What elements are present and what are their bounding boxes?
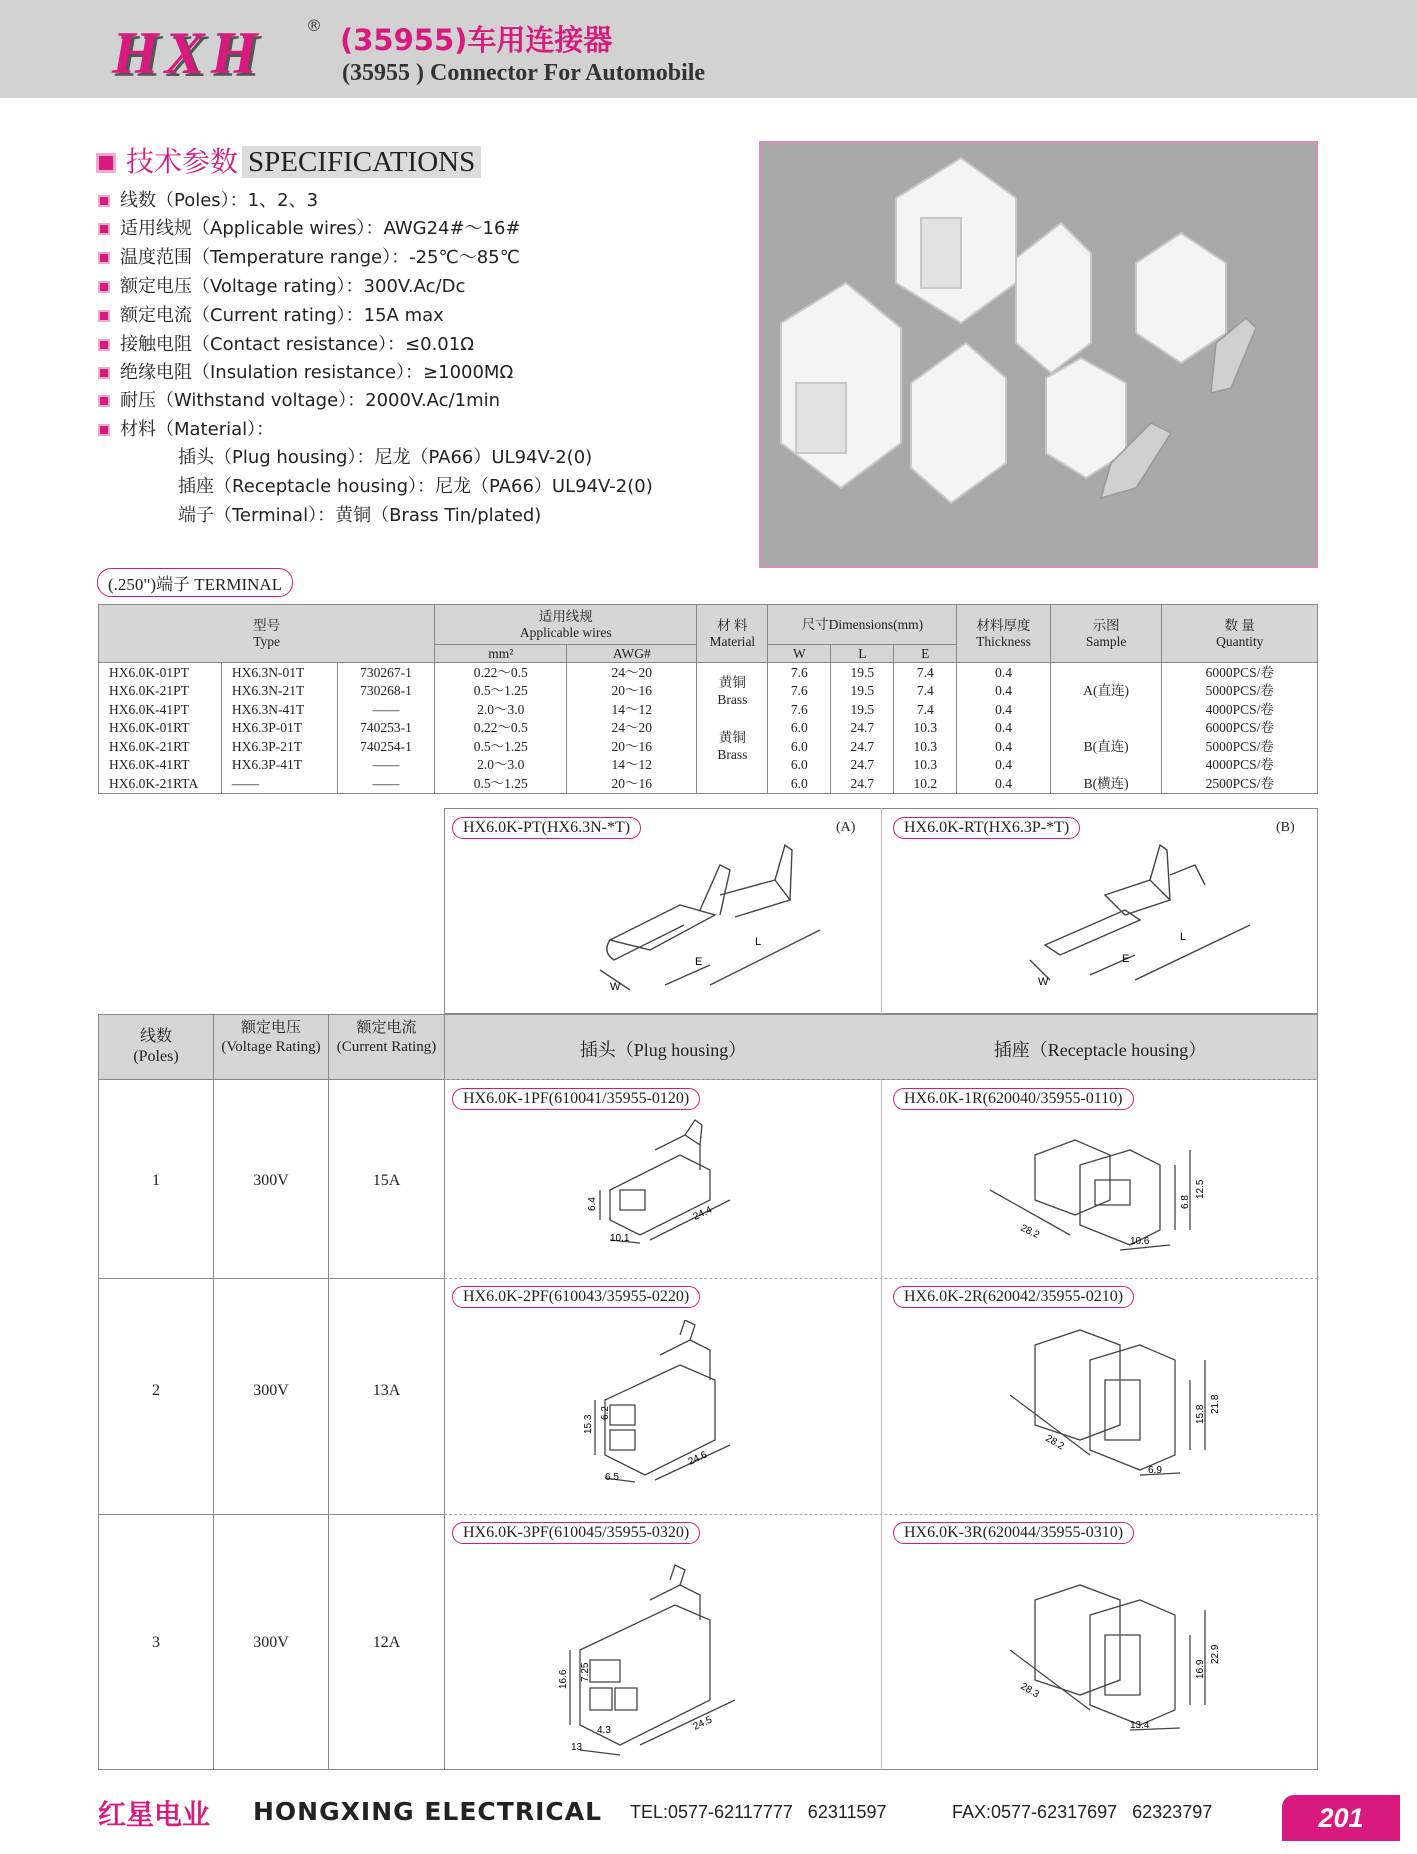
dim-label: 22.9: [1210, 1644, 1221, 1664]
terminal-b-label: HX6.0K-RT(HX6.3P-*T): [893, 817, 1080, 839]
receptacle-part-label: HX6.0K-3R(620044/35955-0310): [893, 1522, 1134, 1544]
dim-w: W: [1038, 976, 1049, 988]
bullet-icon: [98, 252, 110, 264]
table-row: HX6.0K-01PT HX6.3N-01T 730267-1 0.22～0.5 24～20 黄铜 Brass 7.6 19.5 7.4 0.4 A(直连) 6000PCS/卷: [99, 663, 1318, 682]
poles-value: 2: [152, 1382, 160, 1399]
table-row: HX6.0K-21RTA —— —— 0.5～1.25 20～16 6.0 24.7 10.2 0.4 B(横连) 2500PCS/卷: [99, 774, 1318, 793]
dim-label: 6.4: [587, 1197, 598, 1211]
plug-2p-drawing: [560, 1320, 760, 1495]
material-cell: 黄铜 Brass: [697, 663, 768, 719]
divider: [98, 1278, 444, 1279]
dim-label: 12.5: [1195, 1179, 1206, 1199]
plug-part-label: HX6.0K-1PF(610041/35955-0120): [452, 1088, 700, 1110]
telephone: TEL:0577-62117777 62311597: [630, 1802, 887, 1822]
material-item: 端子（Terminal）：黄铜（Brass Tin/plated): [178, 505, 542, 526]
th-wires: 适用线规 Applicable wires: [435, 605, 697, 645]
dim-e: E: [695, 956, 703, 968]
th-material: 材 料 Material: [697, 605, 768, 663]
receptacle-1r-drawing: [980, 1130, 1220, 1260]
terminal-a-drawing: [570, 835, 840, 1005]
sample-cell: B(横连): [1050, 774, 1162, 793]
th-mm: mm²: [435, 645, 567, 663]
dashed-divider: [444, 1079, 1318, 1080]
spec-item: 温度范围（Temperature range）：-25℃～85℃: [98, 243, 520, 269]
connector-photo-illustration: [761, 143, 1316, 566]
receptacle-2r-drawing: [1000, 1325, 1240, 1490]
dim-label: 6.5: [605, 1472, 619, 1483]
material-item: 插头（Plug housing）：尼龙（PA66）UL94V-2(0): [178, 447, 593, 468]
bullet-icon: [98, 310, 110, 322]
divider: [881, 808, 882, 1014]
th-w: W: [768, 645, 831, 663]
spec-item: 接触电阻（Contact resistance）：≤0.01Ω: [98, 330, 474, 356]
spec-item: 耐压（Withstand voltage）：2000V.Ac/1min: [98, 386, 500, 412]
terminal-a-label: HX6.0K-PT(HX6.3N-*T): [452, 817, 641, 839]
dim-l: L: [755, 936, 762, 948]
current-value: 13A: [372, 1382, 401, 1399]
spec-item: 额定电压（Voltage rating）：300V.Ac/Dc: [98, 272, 465, 298]
bullet-icon: [98, 395, 110, 407]
bullet-icon: [98, 195, 110, 207]
company-name-en: HONGXING ELECTRICAL: [253, 1797, 603, 1826]
terminal-spec-table: [98, 604, 1318, 794]
poles-value: 3: [152, 1634, 160, 1651]
table-row: HX6.0K-41PT HX6.3N-41T —— 2.0～3.0 14～12 7.6 19.5 7.4 0.4 4000PCS/卷: [99, 700, 1318, 719]
th-quantity: 数 量 Quantity: [1162, 605, 1318, 663]
dim-label: 15.3: [583, 1414, 594, 1434]
receptacle-part-label: HX6.0K-1R(620040/35955-0110): [893, 1088, 1134, 1110]
divider: [444, 1014, 445, 1770]
product-photo: [759, 141, 1318, 568]
terminal-section-label: (.250")端子 TERMINAL: [97, 568, 293, 597]
bullet-icon: [96, 153, 116, 173]
dim-label: 21.8: [1210, 1394, 1221, 1414]
dim-label: 24.6: [686, 1449, 709, 1468]
page-title-en: (35955 ) Connector For Automobile: [342, 60, 706, 86]
th-dimensions: 尺寸Dimensions(mm): [768, 605, 957, 645]
terminal-b-drawing: [1005, 835, 1275, 1005]
dim-label: 7.25: [580, 1662, 591, 1682]
th-voltage: 额定电压 (Voltage Rating): [221, 1020, 321, 1055]
plug-part-label: HX6.0K-3PF(610045/35955-0320): [452, 1522, 700, 1544]
dim-label: 6.9: [1148, 1465, 1162, 1476]
current-value: 15A: [372, 1172, 401, 1189]
dim-label: 13: [571, 1742, 583, 1753]
th-sample: 示图 Sample: [1050, 605, 1162, 663]
table-row: HX6.0K-41RT HX6.3P-41T —— 2.0～3.0 14～12 6.0 24.7 10.3 0.4 4000PCS/卷: [99, 756, 1318, 775]
voltage-value: 300V: [253, 1172, 289, 1189]
sample-cell: B(直连): [1050, 719, 1162, 775]
dim-label: 28.2: [1043, 1433, 1066, 1453]
th-e: E: [894, 645, 957, 663]
th-type: 型号 Type: [99, 605, 435, 663]
receptacle-3r-drawing: [1000, 1580, 1240, 1750]
bullet-icon: [98, 281, 110, 293]
poles-value: 1: [152, 1172, 160, 1189]
spec-item: 线数（Poles）：1、2、3: [98, 186, 318, 212]
dim-l: L: [1180, 931, 1187, 943]
table-row: HX6.0K-21PT HX6.3N-21T 730268-1 0.5～1.25 20～16 7.6 19.5 7.4 0.4 5000PCS/卷: [99, 682, 1318, 701]
material-item: 插座（Receptacle housing）：尼龙（PA66）UL94V-2(0): [178, 476, 653, 497]
dim-label: 24.5: [691, 1714, 714, 1733]
spec-item: 绝缘电阻（Insulation resistance）：≥1000MΩ: [98, 358, 513, 384]
dim-label: 28.3: [1018, 1681, 1041, 1701]
plug-3p-drawing: [535, 1560, 765, 1760]
th-receptacle-housing: 插座（Receptacle housing）: [993, 1040, 1207, 1060]
dim-label: 16.9: [1195, 1659, 1206, 1679]
dim-label: 10.6: [1130, 1236, 1150, 1247]
dim-label: 6.8: [1180, 1195, 1191, 1209]
brand-logo: HXH: [112, 20, 264, 86]
divider: [98, 1514, 444, 1515]
dim-w: W: [610, 981, 621, 993]
voltage-value: 300V: [253, 1382, 289, 1399]
th-plug-housing: 插头（Plug housing）: [579, 1040, 747, 1060]
dashed-divider: [444, 1278, 1318, 1279]
divider: [881, 1079, 882, 1770]
dim-label: 4.3: [597, 1725, 611, 1736]
table-row: HX6.0K-01RT HX6.3P-01T 740253-1 0.22～0.5 24～20 黄铜 Brass 6.0 24.7 10.3 0.4 B(直连) 6000PCS/卷: [99, 719, 1318, 738]
bullet-icon: [98, 223, 110, 235]
sample-cell: A(直连): [1050, 663, 1162, 719]
plug-part-label: HX6.0K-2PF(610043/35955-0220): [452, 1286, 700, 1308]
voltage-value: 300V: [253, 1634, 289, 1651]
fax: FAX:0577-62317697 62323797: [952, 1802, 1213, 1822]
table-row: HX6.0K-21RT HX6.3P-21T 740254-1 0.5～1.25 20～16 6.0 24.7 10.3 0.4 5000PCS/卷: [99, 737, 1318, 756]
dim-e: E: [1122, 953, 1130, 965]
plug-1p-drawing: [560, 1115, 760, 1250]
dim-label: 24.4: [691, 1204, 714, 1223]
dim-label: 6.2: [600, 1406, 611, 1420]
bullet-icon: [98, 424, 110, 436]
material-cell: 黄铜 Brass: [697, 719, 768, 775]
terminal-a-tag: (A): [836, 820, 856, 835]
company-name-cn: 红星电业: [98, 1798, 211, 1831]
spec-item: 额定电流（Current rating）：15A max: [98, 301, 444, 327]
bullet-icon: [98, 339, 110, 351]
page-title-cn: (35955)车用连接器: [340, 23, 613, 57]
th-l: L: [831, 645, 894, 663]
current-value: 12A: [372, 1634, 401, 1651]
registered-mark: ®: [306, 16, 322, 35]
spec-item: 材料（Material）：: [98, 415, 274, 441]
terminal-b-tag: (B): [1276, 820, 1295, 835]
dim-label: 15.8: [1195, 1404, 1206, 1424]
dim-label: 28.2: [1018, 1222, 1042, 1241]
th-poles: 线数 (Poles): [133, 1028, 179, 1065]
specifications-heading: 技术参数 SPECIFICATIONS: [96, 140, 481, 180]
receptacle-part-label: HX6.0K-2R(620042/35955-0210): [893, 1286, 1134, 1308]
dashed-divider: [444, 1514, 1318, 1515]
dim-label: 16.6: [558, 1669, 569, 1689]
bullet-icon: [98, 367, 110, 379]
spec-item: 适用线规（Applicable wires）：AWG24#～16#: [98, 214, 521, 240]
dim-label: 10.1: [610, 1233, 630, 1244]
dim-label: 13.4: [1130, 1720, 1150, 1731]
th-awg: AWG#: [567, 645, 697, 663]
th-current: 额定电流 (Current Rating): [336, 1020, 437, 1055]
page-number: 201: [1282, 1795, 1400, 1841]
th-thickness: 材料厚度 Thickness: [957, 605, 1050, 663]
